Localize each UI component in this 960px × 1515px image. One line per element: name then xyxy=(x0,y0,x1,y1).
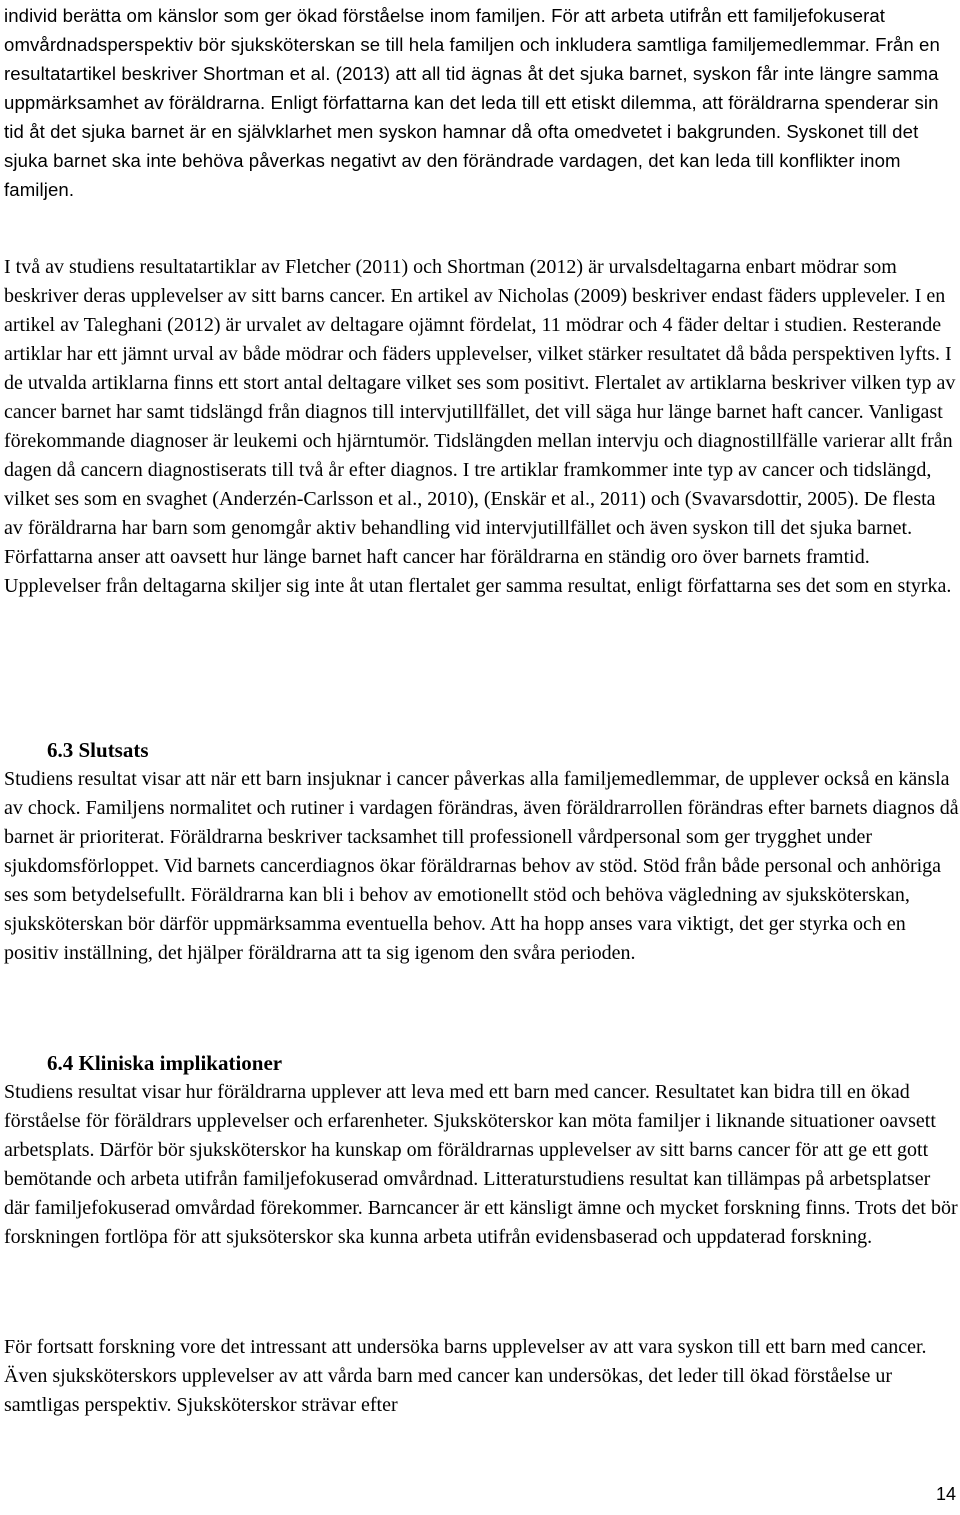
page-number: 14 xyxy=(935,1484,956,1504)
paragraph-conclusion: Studiens resultat visar att när ett barn insjuknar i cancer påverkas alla familjemedlemmar, de upplever också en känsla av chock. Familjens normalitet och rutiner i vardagen förändras, även föräldrarrollen förändras efter barnets diagnos då barnet är prioriterat. Föräldrarna beskriver tacksamhet till professionell vårdpersonal som ger trygghet under sjukdomsförloppet. Vid barnets cancerdiagnos ökar föräldrarnas behov av stöd. Stöd från både personal och anhöriga ses som betydelsefullt. Föräldrarna kan bli i behov av emotionellt stöd och behöva vägledning av sjuksköterskan, sjuksköterskan bör därför uppmärksamma eventuella behov. Att ha hopp anses vara viktigt, det ger styrka och en positiv inställning, det hjälper föräldrarna att ta sig igenom den svåra perioden. xyxy=(4,768,959,964)
section-heading-kliniska-implikationer: 6.4 Kliniska implikationer xyxy=(47,1051,283,1075)
section-heading-slutsats: 6.3 Slutsats xyxy=(47,738,149,762)
paragraph-clinical-implications: Studiens resultat visar hur föräldrarna upplever att leva med ett barn med cancer. Resultatet kan bidra till en ökad förståelse för föräldrars upplevelser och erfarenheter. Sjuksköterskor kan möta familjer i liknande situationer oavsett arbetsplats. Därför bör sjuksköterskor ha kunskap om föräldrarnas upplevelser av sitt barns cancer för att ge ett gott bemötande och arbeta utifrån familjefokuserad omvårdnad. Litteraturstudiens resultat kan tillämpas på arbetsplatser där familjefokuserad omvårdad förekommer. Barncancer är ett känsligt ämne och mycket forskning finns. Trots det bör forskningen fortlöpa för att sjuksöterskor ska kunna arbeta utifrån evidensbaserad och uppdaterad forskning. xyxy=(4,1081,958,1248)
paragraph-further-research: För fortsatt forskning vore det intressant att undersöka barns upplevelser av att vara syskon till ett barn med cancer. Även sjuksköterskors upplevelser av att vårda barn med cancer kan undersökas, det leder till ökad förståelse ur samtligas perspektiv. Sjuksköterskor strävar efter xyxy=(4,1336,927,1416)
paragraph-study-participants: I två av studiens resultatartiklar av Fletcher (2011) och Shortman (2012) är urvalsdeltagarna enbart mödrar som beskriver deras upplevelser av sitt barns cancer. En artikel av Nicholas (2009) beskriver endast fäders uppleveler. I en artikel av Taleghani (2012) är urvalet av deltagare ojämnt fördelat, 11 mödrar och 4 fäder deltar i studien. Resterande artiklar har ett jämnt urval av både mödrar och fäders upplevelser, vilket stärker resultatet då båda perspektiven lyfts. I de utvalda artiklarna finns ett stort antal deltagare vilket ses som positivt. Flertalet av artiklarna beskriver vilken typ av cancer barnet har samt tidslängd från diagnos till intervjutillfället, det vill säga hur länge barnet haft cancer. Vanligast förekommande diagnoser är leukemi och hjärntumör. Tidslängden mellan intervju och diagnostillfälle varierar allt från dagen då cancern diagnostiserats till två år efter diagnos. I tre artiklar framkommer inte typ av cancer och tidslängd, vilket ses som en svaghet (Anderzén-Carlsson et al., 2010), (Enskär et al., 2011) och (Svavarsdottir, 2005). De flesta av föräldrarna har barn som genomgår aktiv behandling vid intervjutillfället och även syskon till det sjuka barnet. Författarna anser att oavsett hur länge barnet haft cancer har föräldrarna en ständig oro över barnets framtid. Upplevelser från deltagarna skiljer sig inte åt utan flertalet ger samma resultat, enligt författarna ses det som en styrka. xyxy=(4,256,956,597)
paragraph-family-perspective: individ berätta om känslor som ger ökad förståelse inom familjen. För att arbeta utifrån ett familjefokuserat omvårdnadsperspektiv bör sjuksköterskan se till hela familjen och inkludera samtliga familjemedlemmar. Från en resultatartikel beskriver Shortman et al. (2013) att all tid ägnas åt det sjuka barnet, syskon får inte längre samma uppmärksamhet av föräldrarna. Enligt författarna kan det leda till ett etiskt dilemma, att föräldrarna spenderar sin tid åt det sjuka barnet är en självklarhet men syskon hamnar då ofta omedvetet i bakgrunden. Syskonet till det sjuka barnet ska inte behöva påverkas negativt av den förändrade vardagen, det kan leda till konflikter inom familjen. xyxy=(4,5,940,200)
